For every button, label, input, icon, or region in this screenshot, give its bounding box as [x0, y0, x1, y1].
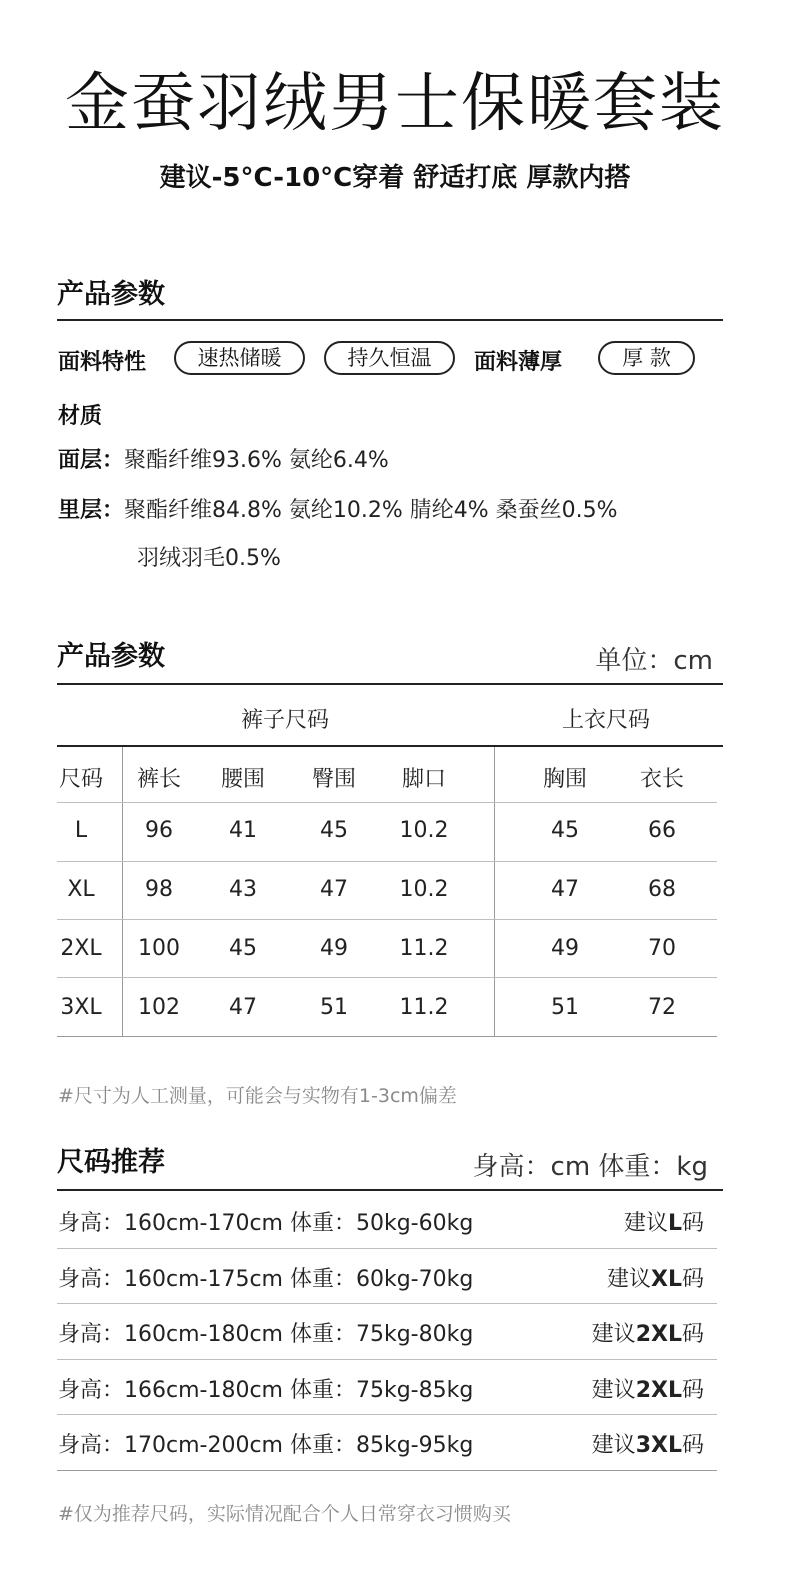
group-pants: 裤子尺码 — [240, 708, 329, 733]
table-cell: 100 — [138, 936, 180, 961]
recommend-prefix: 建议 — [606, 1266, 651, 1292]
outer-layer-value: 聚酯纤维93.6% 氨纶6.4% — [124, 448, 389, 473]
recommend-size-value: 3XL — [635, 1433, 682, 1458]
recommend-row — [58, 1248, 704, 1304]
params-heading: 产品参数 — [57, 279, 165, 310]
recommend-suffix: 码 — [681, 1322, 704, 1347]
recommend-suffix: 码 — [681, 1266, 704, 1292]
feature-pill-1: 速热储暖 — [174, 341, 305, 375]
recommend-prefix: 建议 — [591, 1377, 636, 1403]
feature-label: 面料特性 — [58, 350, 147, 375]
column-header: 脚口 — [401, 767, 446, 792]
recommend-size-value: 2XL — [635, 1322, 682, 1347]
recommend-prefix: 建议 — [591, 1322, 636, 1347]
divider — [57, 745, 723, 747]
size-table-heading: 产品参数 — [57, 641, 165, 672]
table-cell: 68 — [648, 877, 676, 902]
size-note: #尺寸为人工测量，可能会与实物有1-3cm偏差 — [58, 1085, 457, 1107]
recommend-row — [58, 1303, 704, 1359]
recommend-size-value: 2XL — [635, 1377, 682, 1403]
table-cell: 47 — [229, 995, 257, 1020]
row-divider — [57, 802, 717, 803]
column-header: 衣长 — [639, 767, 684, 792]
recommend-range: 身高：160cm-180cm 体重：75kg-80kg — [58, 1322, 474, 1347]
size-cell: 3XL — [60, 995, 102, 1020]
table-cell: 11.2 — [399, 995, 449, 1020]
recommend-prefix: 建议 — [623, 1211, 668, 1236]
material-heading: 材质 — [58, 404, 103, 429]
divider — [57, 319, 723, 321]
recommend-size — [607, 1262, 704, 1293]
recommend-row — [58, 1359, 704, 1415]
row-divider — [57, 1036, 717, 1037]
table-cell: 70 — [648, 936, 676, 961]
row-divider — [57, 861, 717, 862]
recommend-suffix: 码 — [681, 1211, 704, 1236]
inner-layer-value-2: 羽绒羽毛0.5% — [137, 546, 281, 571]
table-cell: 66 — [648, 818, 676, 843]
table-cell: 45 — [229, 936, 257, 961]
thickness-label: 面料薄厚 — [474, 350, 563, 375]
table-cell: 45 — [551, 818, 579, 843]
feature-pill-2: 持久恒温 — [324, 341, 455, 375]
recommend-range: 身高：170cm-200cm 体重：85kg-95kg — [58, 1433, 474, 1458]
recommend-suffix: 码 — [681, 1377, 704, 1403]
size-table-unit: 单位：cm — [595, 646, 713, 676]
column-header: 腰围 — [220, 767, 265, 792]
table-cell: 96 — [145, 818, 173, 843]
column-separator — [494, 747, 495, 1037]
table-cell: 49 — [551, 936, 579, 961]
thickness-pill: 厚 款 — [598, 341, 695, 375]
recommend-row — [58, 1414, 704, 1470]
inner-layer-value: 聚酯纤维84.8% 氨纶10.2% 腈纶4% 桑蚕丝0.5% — [124, 498, 618, 523]
recommend-note: #仅为推荐尺码，实际情况配合个人日常穿衣习惯购买 — [58, 1503, 511, 1525]
recommend-size-value: L — [667, 1211, 682, 1236]
column-header: 臀围 — [311, 767, 356, 792]
table-cell: 11.2 — [399, 936, 449, 961]
recommend-row — [58, 1192, 704, 1248]
table-cell: 51 — [320, 995, 348, 1020]
recommend-heading: 尺码推荐 — [57, 1147, 165, 1178]
recommend-unit: 身高：cm 体重：kg — [472, 1152, 708, 1182]
group-top: 上衣尺码 — [561, 708, 650, 733]
divider — [57, 683, 723, 685]
column-header: 尺码 — [58, 767, 103, 792]
recommend-suffix: 码 — [681, 1433, 704, 1458]
page-title: 金蚕羽绒男士保暖套装 — [65, 67, 725, 141]
row-divider — [57, 919, 717, 920]
recommend-range: 身高：166cm-180cm 体重：75kg-85kg — [58, 1377, 474, 1403]
table-cell: 10.2 — [399, 877, 449, 902]
table-cell: 41 — [229, 818, 257, 843]
recommend-prefix: 建议 — [591, 1433, 636, 1458]
table-cell: 102 — [138, 995, 180, 1020]
inner-layer-label: 里层： — [58, 498, 125, 523]
recommend-range: 身高：160cm-170cm 体重：50kg-60kg — [58, 1211, 474, 1236]
column-header: 胸围 — [542, 767, 587, 792]
row-divider — [57, 1470, 717, 1471]
outer-layer-label: 面层： — [58, 448, 125, 473]
table-cell: 51 — [551, 995, 579, 1020]
size-cell: 2XL — [60, 936, 102, 961]
table-cell: 47 — [551, 877, 579, 902]
table-cell: 10.2 — [399, 818, 449, 843]
size-cell: L — [74, 818, 88, 843]
table-cell: 47 — [320, 877, 348, 902]
recommend-size — [624, 1206, 704, 1237]
table-cell: 45 — [320, 818, 348, 843]
page-subtitle: 建议-5°C-10°C穿着 舒适打底 厚款内搭 — [159, 163, 631, 193]
table-cell: 43 — [229, 877, 257, 902]
row-divider — [57, 977, 717, 978]
table-cell: 49 — [320, 936, 348, 961]
recommend-size-value: XL — [651, 1266, 682, 1292]
recommend-size — [592, 1428, 704, 1459]
table-cell: 72 — [648, 995, 676, 1020]
recommend-range: 身高：160cm-175cm 体重：60kg-70kg — [58, 1266, 474, 1292]
table-cell: 98 — [145, 877, 173, 902]
divider — [57, 1189, 723, 1191]
recommend-size — [592, 1317, 704, 1348]
inner-layer-row — [58, 493, 618, 524]
outer-layer-row — [58, 443, 389, 474]
recommend-size — [592, 1373, 704, 1404]
column-header: 裤长 — [136, 767, 181, 792]
size-cell: XL — [67, 877, 95, 902]
